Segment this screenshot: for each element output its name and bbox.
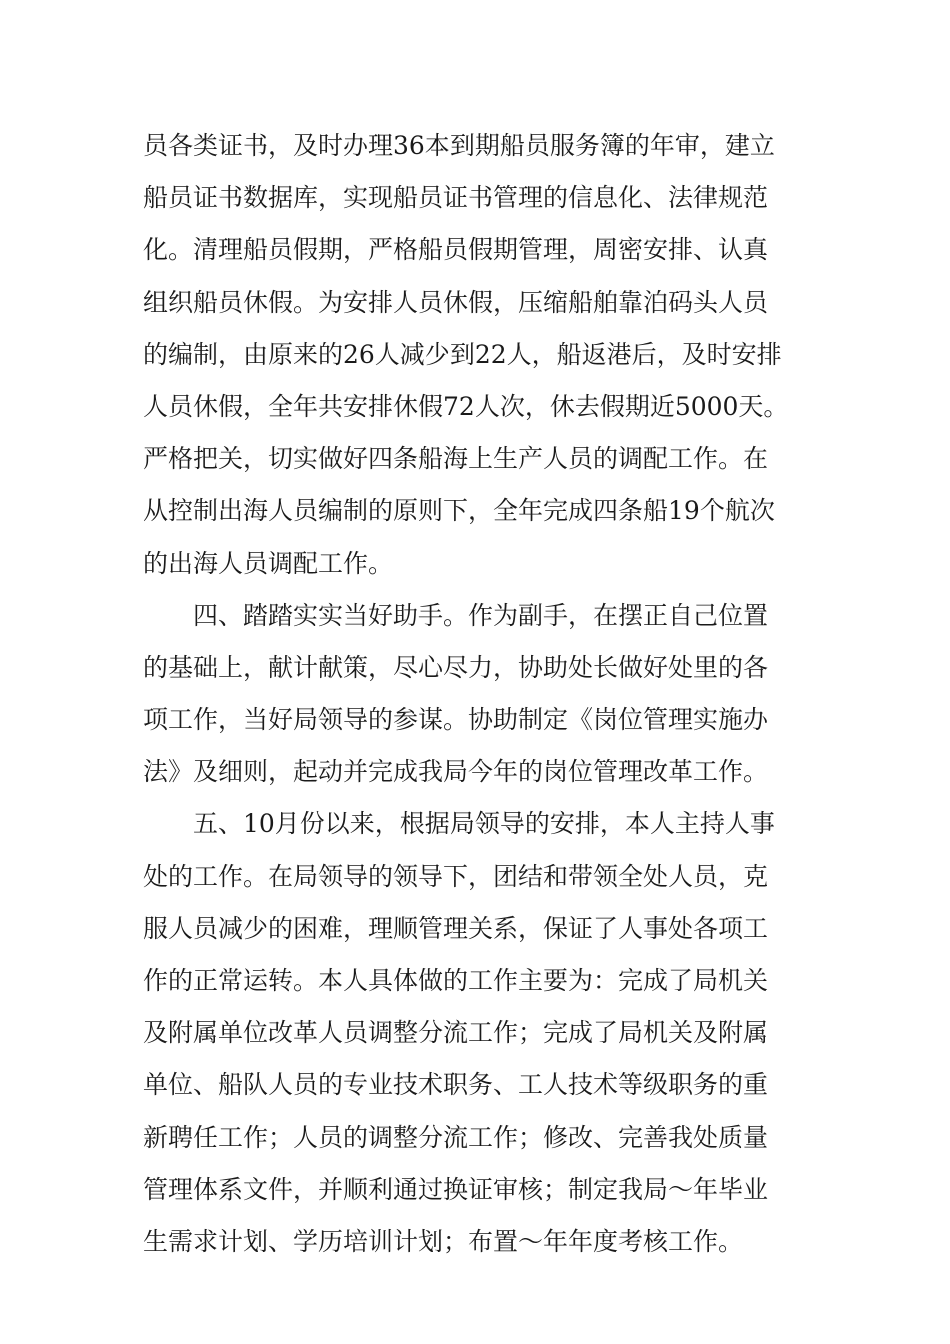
- text-line: 单位、船队人员的专业技术职务、工人技术等级职务的重: [143, 1070, 769, 1100]
- text-line: 管理体系文件，并顺利通过换证审核；制定我局～年毕业: [143, 1174, 769, 1204]
- text-line: 项工作，当好局领导的参谋。协助制定《岗位管理实施办: [143, 705, 769, 735]
- text-line: 员各类证书，及时办理36本到期船员服务簿的年审，建立: [143, 131, 775, 160]
- text-line: 五、10月份以来，根据局领导的安排，本人主持人事: [143, 809, 775, 839]
- text-line: 法》及细则，起动并完成我局今年的岗位管理改革工作。: [143, 757, 769, 787]
- text-line: 从控制出海人员编制的原则下，全年完成四条船19个航次: [143, 496, 775, 526]
- text-line: 生需求计划、学历培训计划；布置～年年度考核工作。: [143, 1226, 744, 1256]
- text-line: 化。清理船员假期，严格船员假期管理，周密安排、认真: [143, 235, 769, 265]
- text-line: 船员证书数据库，实现船员证书管理的信息化、法律规范: [143, 183, 769, 213]
- text-line: 人员休假，全年共安排休假72人次，休去假期近5000天。: [143, 391, 789, 421]
- text-line: 的基础上，献计献策，尽心尽力，协助处长做好处里的各: [143, 652, 769, 682]
- text-line: 服人员减少的困难，理顺管理关系，保证了人事处各项工: [143, 913, 769, 943]
- text-line: 作的正常运转。本人具体做的工作主要为：完成了局机关: [143, 966, 769, 995]
- text-line: 组织船员休假。为安排人员休假，压缩船舶靠泊码头人员: [143, 287, 769, 317]
- text-line: 及附属单位改革人员调整分流工作；完成了局机关及附属: [143, 1018, 769, 1048]
- text-line: 的出海人员调配工作。: [143, 548, 394, 578]
- text-line: 严格把关，切实做好四条船海上生产人员的调配工作。在: [143, 444, 769, 474]
- text-line: 的编制，由原来的26人减少到22人，船返港后，及时安排: [143, 339, 782, 369]
- body-text: [143, 120, 813, 1268]
- text-line: 处的工作。在局领导的领导下，团结和带领全处人员，克: [143, 861, 769, 891]
- text-line: 四、踏踏实实当好助手。作为副手，在摆正自己位置: [143, 600, 769, 630]
- text-line: 新聘任工作；人员的调整分流工作；修改、完善我处质量: [143, 1122, 769, 1152]
